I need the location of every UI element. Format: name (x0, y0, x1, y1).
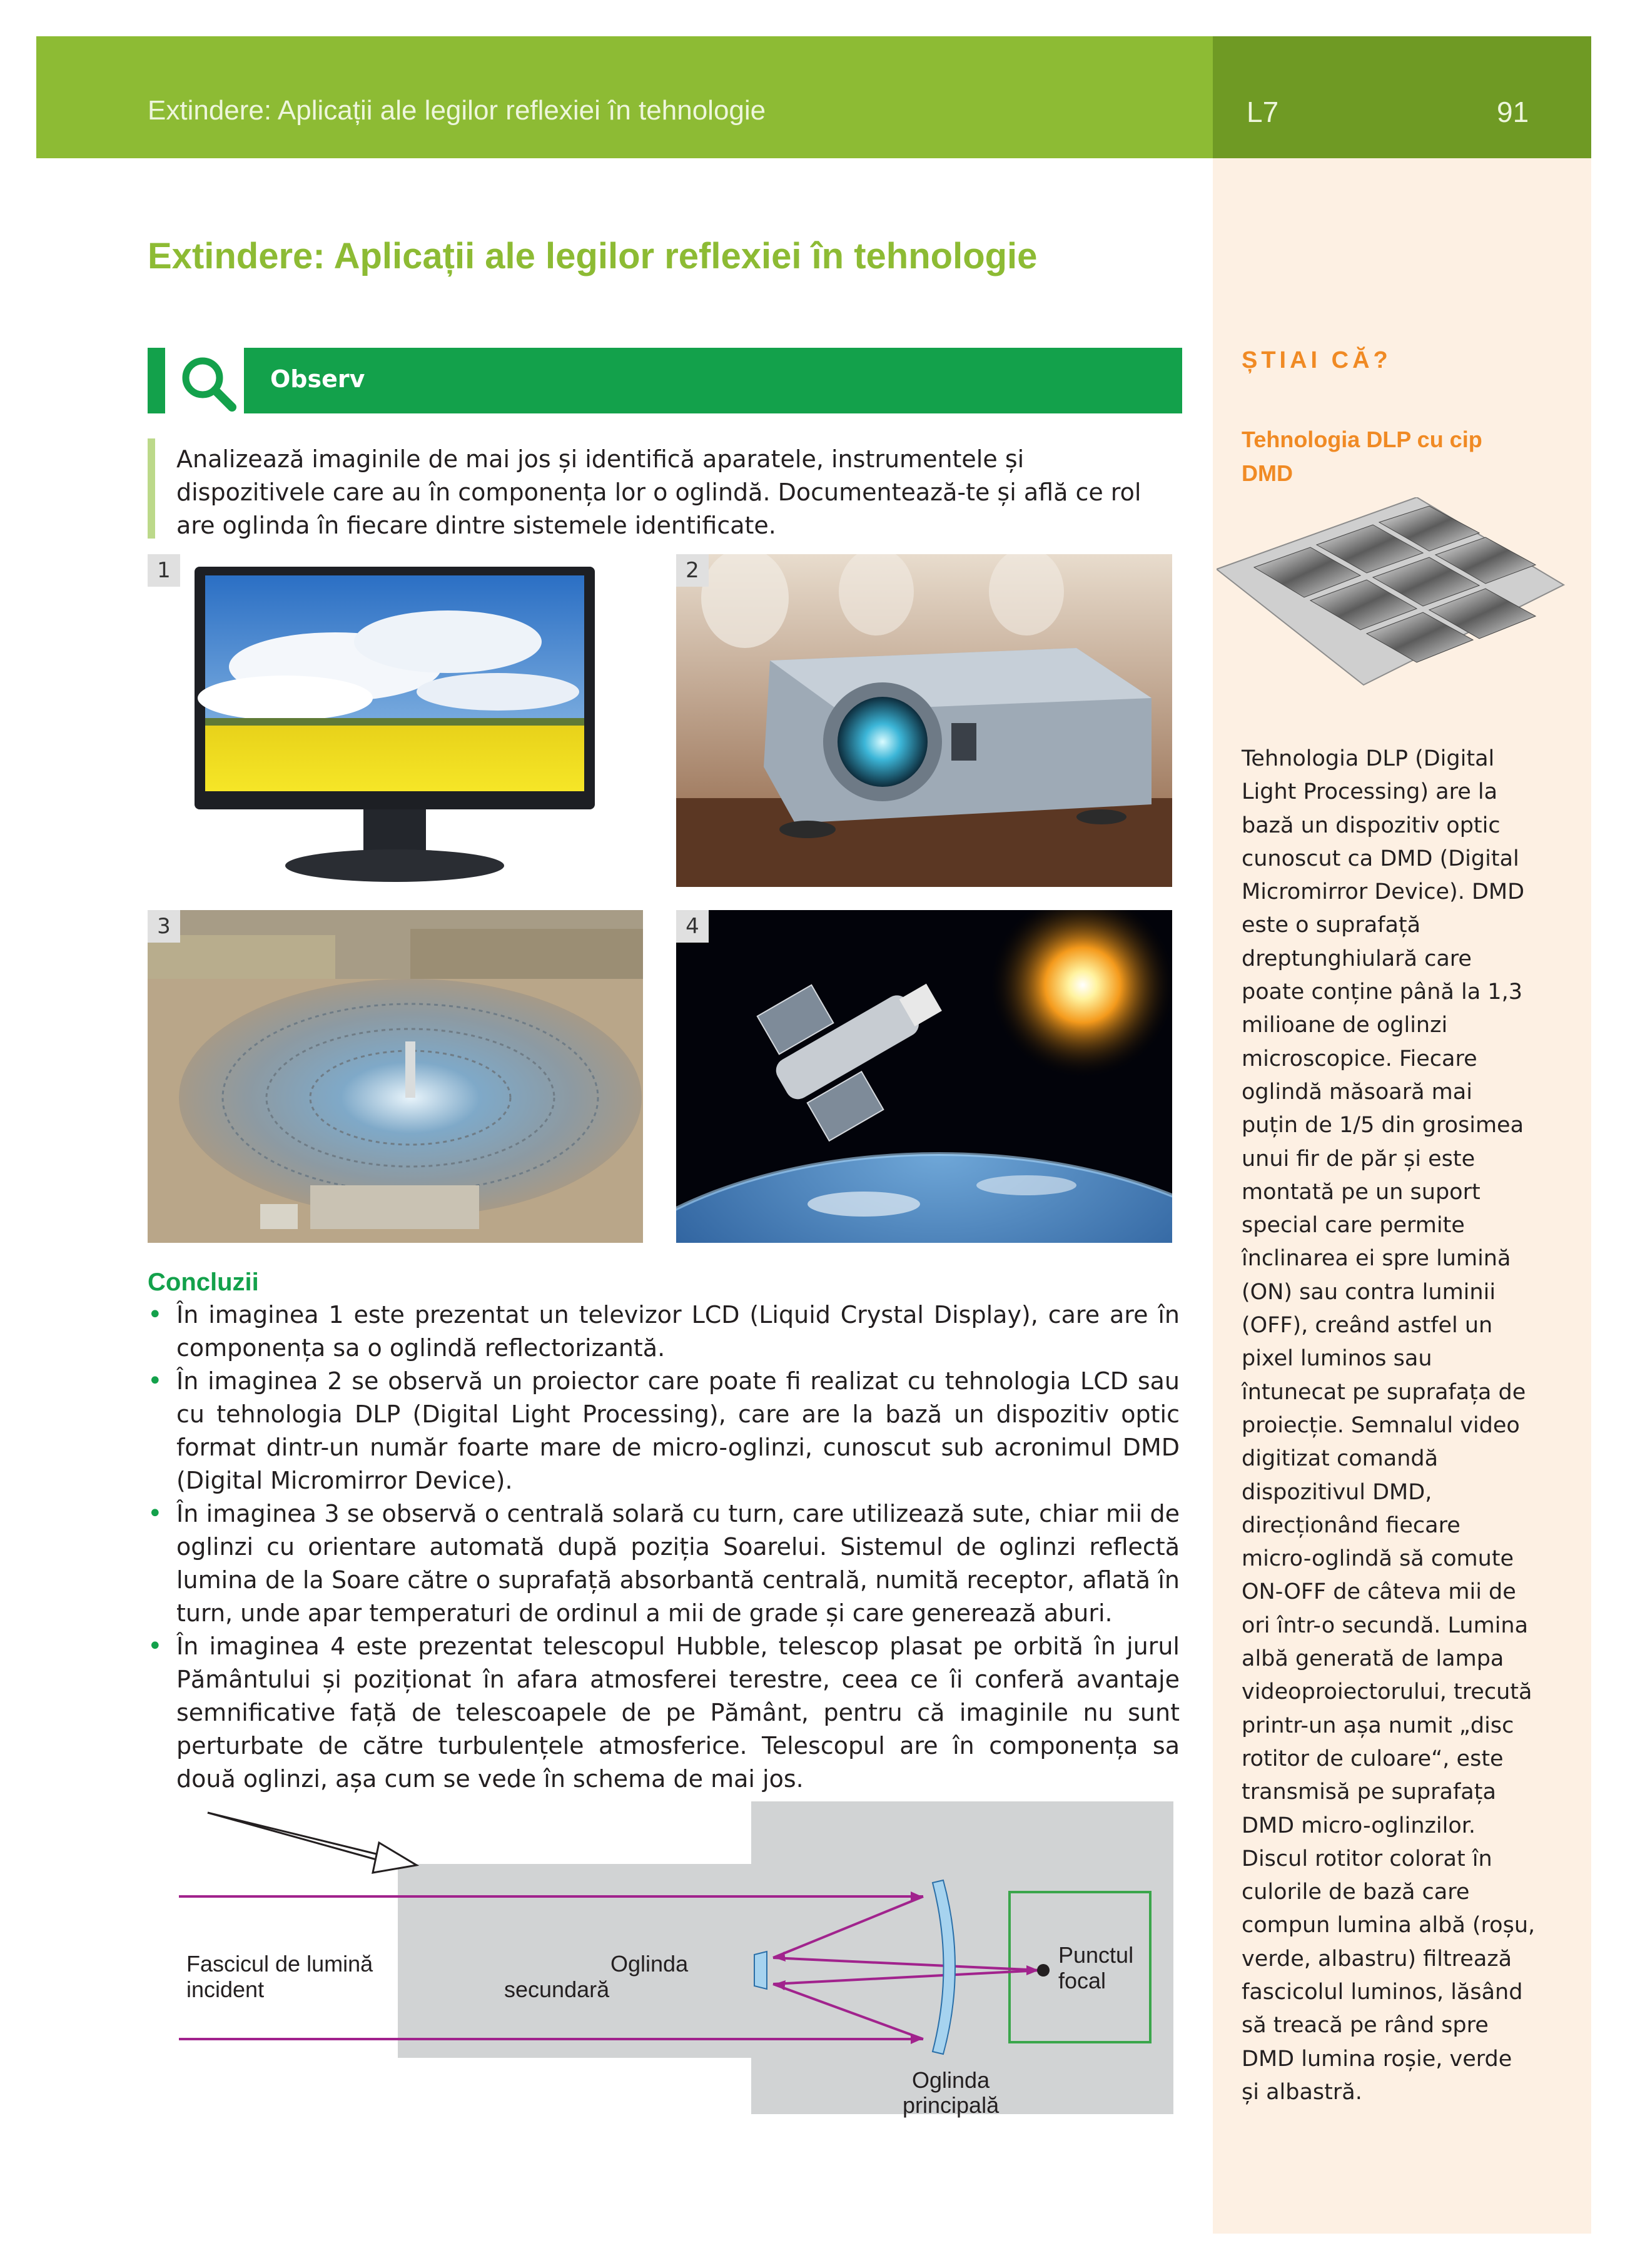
image-number-2: 2 (676, 554, 709, 587)
bullet-icon: • (148, 1367, 163, 1395)
telescope-diagram (148, 1789, 1192, 2133)
list-item (148, 1497, 1180, 1630)
list-item (148, 1299, 1180, 1365)
conclusion-text: În imaginea 1 este prezentat un televizor LCD (Liquid Crystal Display), care are în componența sa o oglindă reflectorizantă. (176, 1301, 1180, 1362)
label-primary-2: principală (903, 2092, 1000, 2118)
conclusion-text: În imaginea 2 se observă un proiector care poate fi realizat cu tehnologia LCD sau cu tehnologia DLP (Digital Light Processing), care are la bază un dispozitiv optic format dintr-un număr foarte mare de micro-oglinzi, cunoscut sub acronimul DMD (Digital Micromirror Device). (176, 1367, 1180, 1494)
dmd-chip-illustration (1217, 497, 1567, 701)
label-secondary-2: secundară (504, 1977, 610, 2002)
label-incident-1: Fascicul de lumină (186, 1951, 373, 1977)
conclusions-list (148, 1299, 1180, 1796)
label-primary-1: Oglinda (912, 2067, 990, 2093)
observ-stripe (148, 348, 165, 413)
observ-label: Observ (270, 365, 365, 393)
photo-lcd-monitor (148, 554, 643, 887)
photo-hubble-telescope (676, 910, 1172, 1243)
sidebar-heading: ȘTIAI CĂ? (1242, 347, 1392, 373)
sidebar-text: Tehnologia DLP (Digital Light Processing) are la bază un dispozitiv optic cunoscut ca DMD (Digital Micromirror Device). DMD este o suprafață dreptunghiulară care poate conține până la 1,3 milioane de oglinzi microscopice. Fiecare oglindă măsoară mai puțin de 1/5 din grosimea unui fir de păr și este montată pe un suport special care permite înclinarea ei spre lumină (ON) sau contra luminii (OFF), creând astfel un pixel luminos sau întunecat pe suprafața de proiecție. Semnalul video digitizat comandă dispozitivul DMD, direcționând fiecare micro-oglindă să comute ON-OFF de câteva mii de ori într-o secundă. Lumina albă generată de lampa videoproiectorului, trecută printr-un așa numit „disc rotitor de culoare“, este transmisă pe suprafața DMD micro-oglinzilor. Discul rotitor colorat în culorile de bază care compun lumina albă (roșu, verde, albastru) filtrează fascicolul luminos, lăsând să treacă pe rând spre DMD lumina roșie, verde și albastră. (1242, 746, 1536, 2105)
secondary-mirror (754, 1952, 767, 1989)
image-number-1: 1 (148, 554, 180, 587)
observ-icon-box (173, 348, 244, 413)
page-number: 91 (1497, 96, 1529, 128)
list-item (148, 1630, 1180, 1796)
observ-banner (244, 348, 1182, 413)
intro-paragraph: Analizează imaginile de mai jos și identifică aparatele, instrumentele și dispozitivele care au în componența lor o oglindă. Documentează-te și află ce rol are oglinda în fiecare dintre sistemele identificate. (176, 445, 1142, 539)
bullet-icon: • (148, 1499, 163, 1528)
bullet-icon: • (148, 1300, 163, 1329)
page-title: Extindere: Aplicații ale legilor reflexiei în tehnologie (148, 236, 1038, 276)
conclusion-text: În imaginea 4 este prezentat telescopul Hubble, telescop plasat pe orbită în jurul Pământului și poziționat în afara atmosferei terestre, ceea ce îi conferă avantaje semnificative față de telescoapele de pe Pământ, pentru că imaginile nu sunt perturbate de către turbulențele atmosferice. Telescopul are în componența sa două oglinzi, așa cum se vede în schema de mai jos. (176, 1633, 1180, 1793)
lesson-code: L7 (1247, 96, 1279, 128)
label-secondary-1: Oglinda (610, 1951, 689, 1977)
focal-point (1037, 1964, 1050, 1977)
label-focal-1: Punctul (1058, 1942, 1134, 1968)
conclusions-heading: Concluzii (148, 1268, 259, 1296)
sidebar-subtitle: Tehnologia DLP cu cip DMD (1242, 427, 1482, 486)
list-item (148, 1365, 1180, 1497)
photo-projector (676, 554, 1172, 887)
photo-solar-tower (148, 910, 643, 1243)
image-number-4: 4 (676, 910, 709, 943)
bullet-icon: • (148, 1632, 163, 1661)
magnifier-icon (173, 348, 244, 413)
label-incident-2: incident (186, 1977, 265, 2002)
label-focal-2: focal (1058, 1968, 1106, 1993)
conclusion-text: În imaginea 3 se observă o centrală solară cu turn, care utilizează sute, chiar mii de oglinzi cu orientare automată după poziția Soarelui. Sistemul de oglinzi reflectă lumina de la Soare către o suprafață absorbantă centrală, numită receptor, aflată în turn, unde apar temperaturi de ordinul a mii de grade și care generează aburi. (176, 1500, 1180, 1627)
intro-accent-bar (148, 438, 155, 539)
running-header-title: Extindere: Aplicații ale legilor reflexiei în tehnologie (148, 95, 766, 126)
image-number-3: 3 (148, 910, 180, 943)
